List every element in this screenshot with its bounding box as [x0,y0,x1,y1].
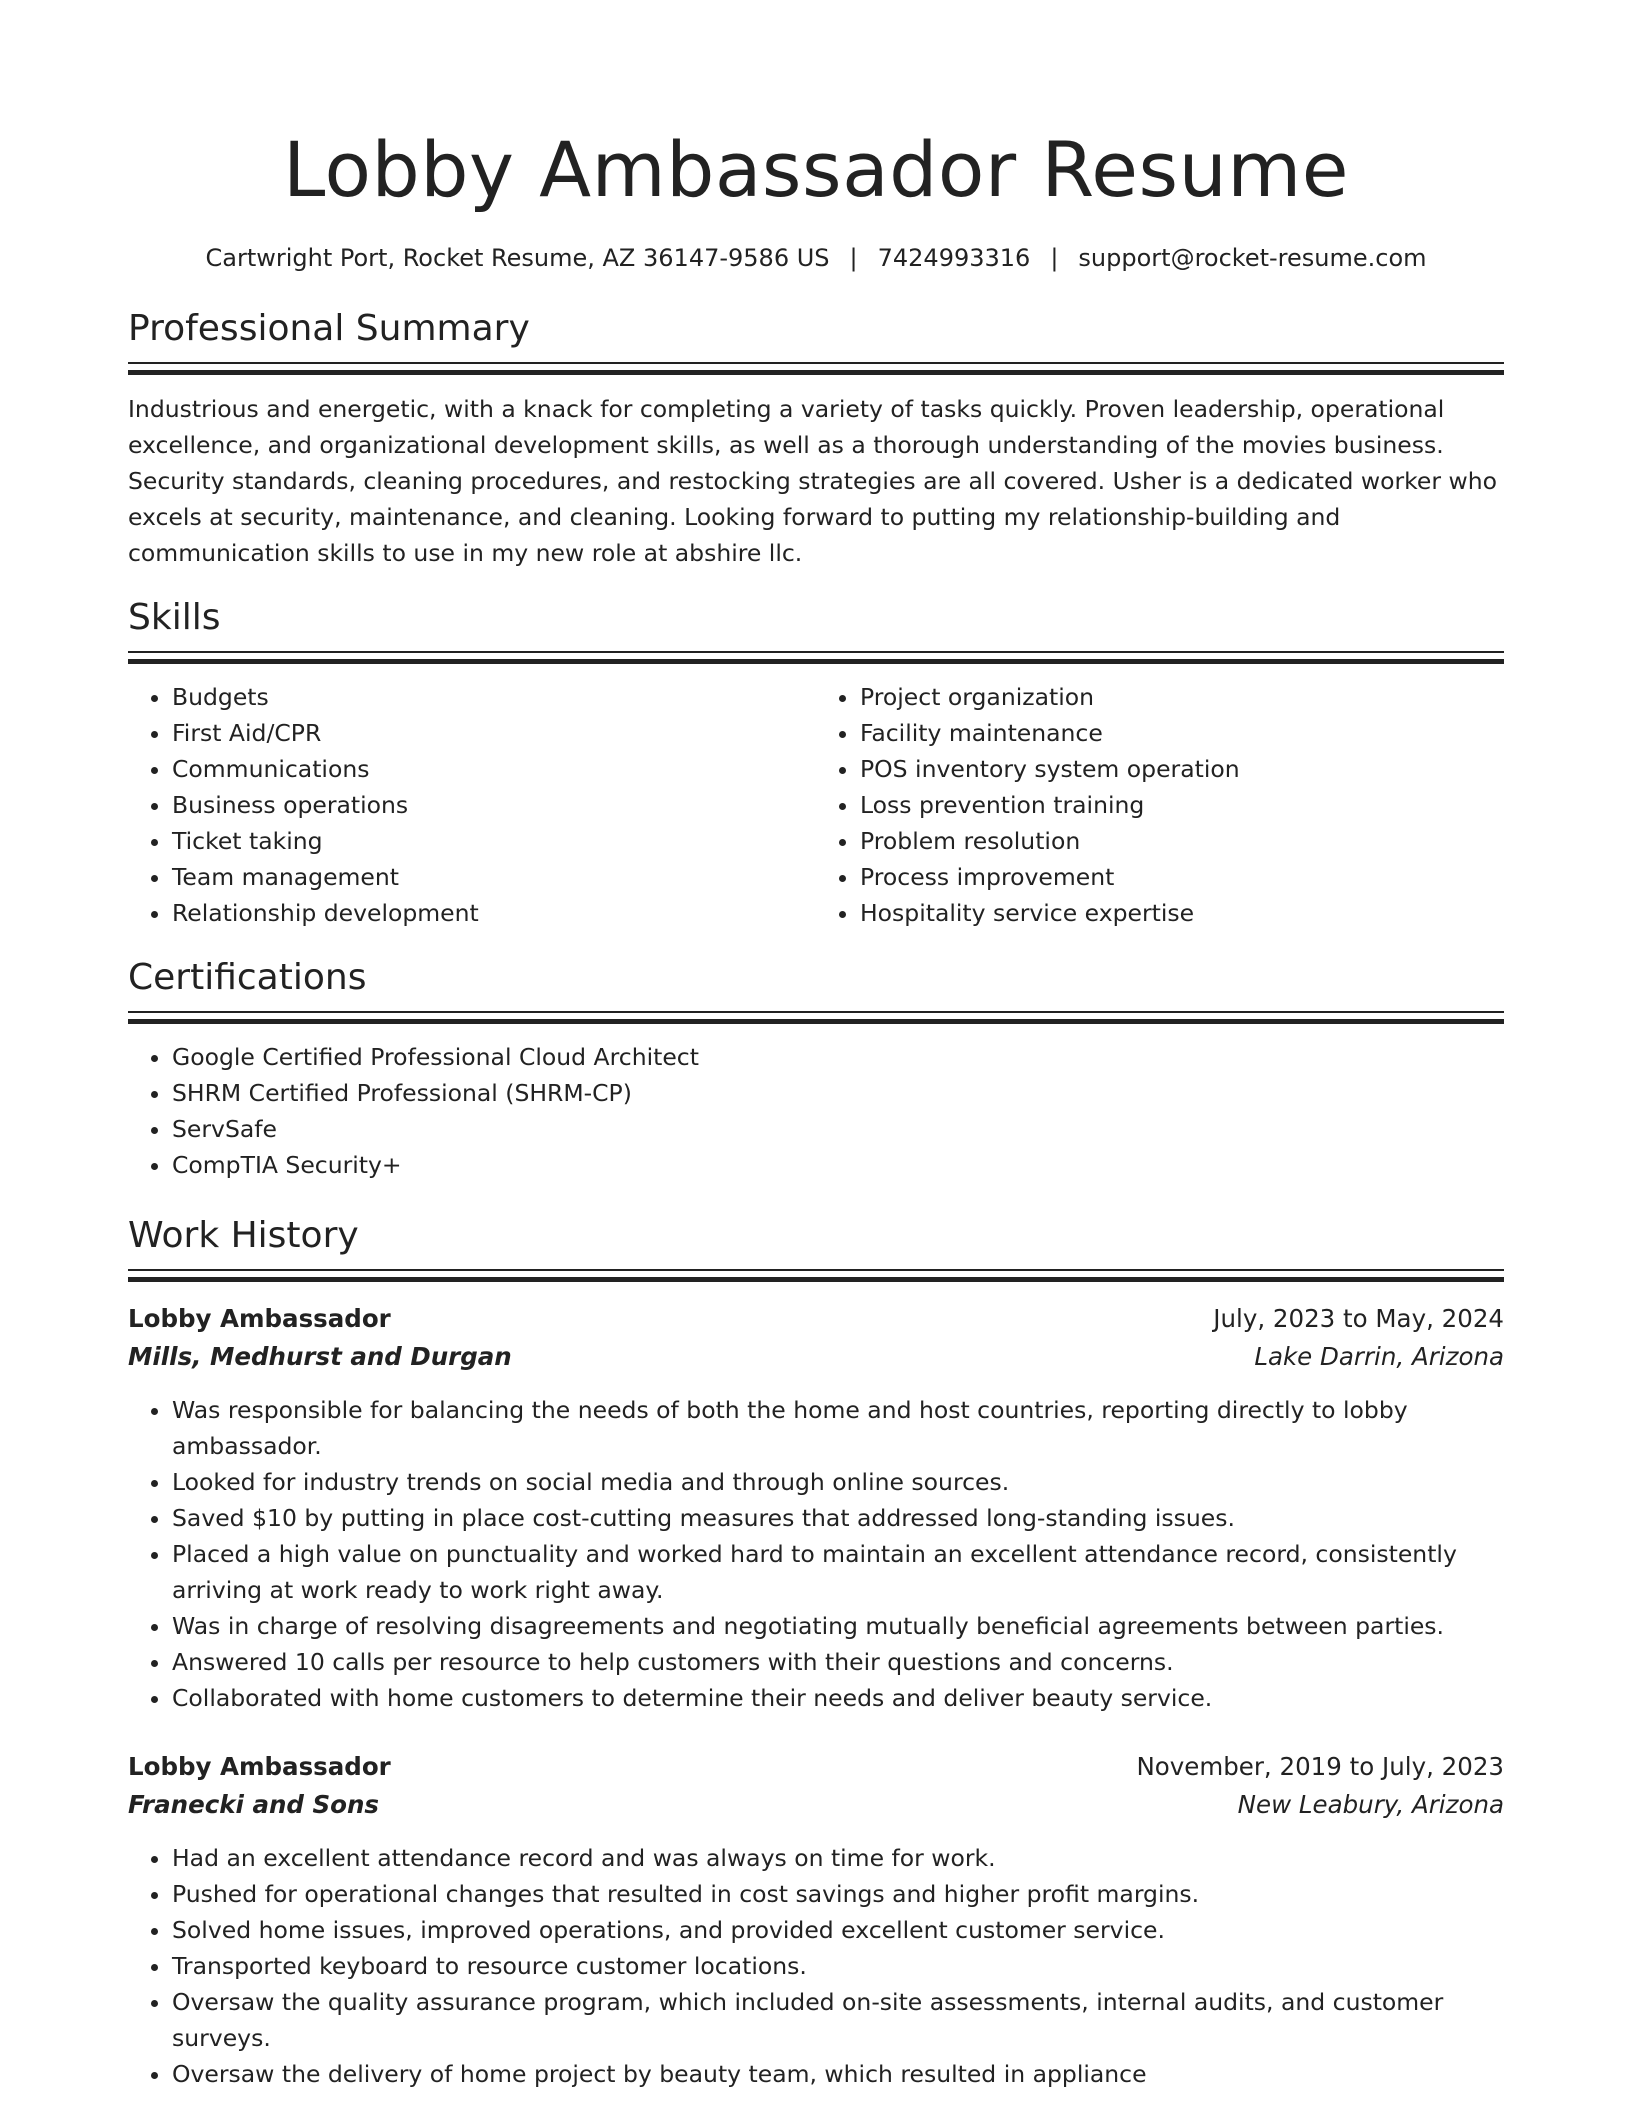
resume-title: Lobby Ambassador Resume [282,125,1350,214]
contact-separator: | [849,244,858,272]
job-bullets [128,1392,1504,1716]
skill-item: • First Aid/CPR [172,715,816,751]
skill-item: • Process improvement [860,859,1504,895]
skill-item: • Ticket taking [172,823,816,859]
job-company: Mills, Medhurst and Durgan [128,1342,512,1371]
skill-item: • Relationship development [172,895,816,931]
job-bullet: • Collaborated with home customers to determine their needs and deliver beauty service. [172,1680,1504,1716]
job-dates: July, 2023 to May, 2024 [1213,1304,1504,1333]
job-entry [128,1300,1504,1716]
job-bullet: • Transported keyboard to resource customer locations. [172,1948,1504,1984]
skills-grid [128,679,1504,931]
job-subheader [128,1338,1504,1376]
job-title: Lobby Ambassador [128,1752,391,1781]
work-history-section [128,1213,1504,2092]
contact-email: support@rocket-resume.com [1078,244,1427,272]
job-bullet: • Oversaw the quality assurance program, which included on-site assessments, internal audits, and customer surveys. [172,1984,1504,2056]
job-title: Lobby Ambassador [128,1304,391,1333]
skill-item: • Hospitality service expertise [860,895,1504,931]
job-header [128,1300,1504,1338]
resume-page [128,118,1504,2092]
job-bullet: • Oversaw the delivery of home project by beauty team, which resulted in appliance [172,2056,1504,2092]
certification-item: • ServSafe [172,1111,1504,1147]
section-title-certifications: Certifications [128,957,367,998]
skill-item: • Loss prevention training [860,787,1504,823]
certifications-section [128,955,1504,1183]
job-company: Franecki and Sons [128,1790,380,1819]
job-bullet: • Had an excellent attendance record and was always on time for work. [172,1840,1504,1876]
contact-phone: 7424993316 [877,244,1031,272]
job-bullet: • Solved home issues, improved operations, and provided excellent customer service. [172,1912,1504,1948]
section-divider [128,651,1504,666]
skill-item: • Communications [172,751,816,787]
job-bullet: • Looked for industry trends on social media and through online sources. [172,1464,1504,1500]
skill-item: • Problem resolution [860,823,1504,859]
skill-item: • POS inventory system operation [860,751,1504,787]
section-title-skills: Skills [128,597,221,638]
job-bullet: • Placed a high value on punctuality and worked hard to maintain an excellent attendance record, consistently arriving at work ready to work right away. [172,1536,1504,1608]
contact-separator: | [1050,244,1059,272]
certifications-list [128,1039,1504,1183]
job-bullet: • Pushed for operational changes that resulted in cost savings and higher profit margins. [172,1876,1504,1912]
job-dates: November, 2019 to July, 2023 [1136,1752,1504,1781]
contact-address: Cartwright Port, Rocket Resume, AZ 36147-9586 US [205,244,830,272]
skill-item: • Team management [172,859,816,895]
job-bullet: • Was responsible for balancing the needs of both the home and host countries, reporting directly to lobby ambassador. [172,1392,1504,1464]
summary-text: Industrious and energetic, with a knack for completing a variety of tasks quickly. Proven leadership, operational excellence, and organizational development skills, as well as a thorough understanding of the movies business. Security standards, cleaning procedures, and restocking strategies are all covered. Usher is a dedicated worker who excels at security, maintenance, and cleaning. Looking forward to putting my relationship-building and communication skills to use in my new role at abshire llc. [128,395,1497,567]
job-header [128,1748,1504,1786]
job-subheader [128,1786,1504,1824]
job-bullet: • Saved $10 by putting in place cost-cutting measures that addressed long-standing issues. [172,1500,1504,1536]
certification-item: • CompTIA Security+ [172,1147,1504,1183]
section-divider [128,1011,1504,1026]
skill-item: • Facility maintenance [860,715,1504,751]
section-title-summary: Professional Summary [128,308,530,349]
skill-item: • Project organization [860,679,1504,715]
section-title-work-history: Work History [128,1215,359,1256]
skills-section [128,595,1504,931]
job-entry [128,1748,1504,2092]
certification-item: • Google Certified Professional Cloud Architect [172,1039,1504,1075]
job-location: Lake Darrin, Arizona [1254,1342,1504,1371]
section-divider [128,1269,1504,1284]
certification-item: • SHRM Certified Professional (SHRM-CP) [172,1075,1504,1111]
contact-line [128,242,1504,274]
skill-item: • Business operations [172,787,816,823]
skills-list-right [816,679,1504,931]
skills-list-left [128,679,816,931]
job-bullets [128,1840,1504,2092]
summary-section [128,306,1504,571]
job-location: New Leabury, Arizona [1237,1790,1504,1819]
skill-item: • Budgets [172,679,816,715]
job-bullet: • Was in charge of resolving disagreements and negotiating mutually beneficial agreements between parties. [172,1608,1504,1644]
job-bullet: • Answered 10 calls per resource to help customers with their questions and concerns. [172,1644,1504,1680]
section-divider [128,362,1504,377]
